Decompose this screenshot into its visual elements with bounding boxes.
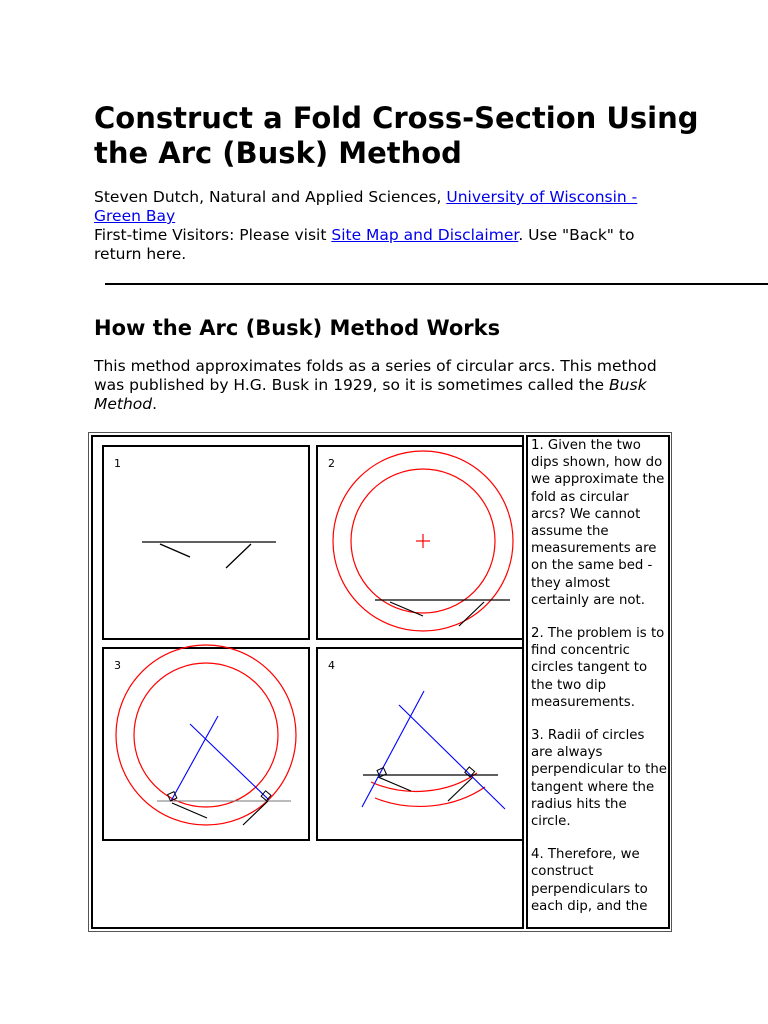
busk-method-figure bbox=[93, 437, 522, 927]
panel-1 bbox=[103, 446, 309, 639]
step-2-text: 2. The problem is to find concentric circles tangent to the two dip measurements. bbox=[531, 626, 665, 710]
university-link[interactable]: University of Wisconsin - Green Bay bbox=[94, 188, 638, 225]
intro-end: . bbox=[152, 395, 158, 413]
panel-3 bbox=[103, 645, 309, 840]
steps-cell bbox=[526, 435, 670, 929]
panel-2-label: 2 bbox=[328, 457, 335, 470]
intro-text: This method approximates folds as a series of circular arcs. This method was published by H.G. Busk in 1929, so it is sometimes called the bbox=[94, 357, 657, 394]
step-4-text: 4. Therefore, we construct perpendiculars to each dip, and the bbox=[531, 847, 648, 914]
page-title: Construct a Fold Cross-Section Using the Arc (Busk) Method bbox=[94, 101, 699, 170]
panel-4 bbox=[317, 648, 522, 840]
panel-3-label: 3 bbox=[114, 659, 121, 672]
panel-1-label: 1 bbox=[114, 457, 121, 470]
step-1-text: 1. Given the two dips shown, how do we approximate the fold as circular arcs? We cannot assume the measurements are on the same bed - they almost certainly are not. bbox=[531, 438, 665, 608]
section-heading: How the Arc (Busk) Method Works bbox=[94, 316, 501, 340]
byline bbox=[94, 188, 654, 264]
intro-emphasis: Busk Method bbox=[94, 376, 647, 413]
step-3-text: 3. Radii of circles are always perpendicular to the tangent where the radius hits the circle. bbox=[531, 728, 667, 830]
visitors-text: First-time Visitors: Please visit bbox=[94, 226, 332, 244]
back-text: . Use "Back" to return here. bbox=[94, 226, 635, 263]
panel-2 bbox=[317, 446, 522, 639]
panel-4-label: 4 bbox=[328, 659, 335, 672]
intro-paragraph bbox=[94, 357, 674, 414]
horizontal-rule bbox=[105, 283, 768, 285]
author-text: Steven Dutch, Natural and Applied Sciences, bbox=[94, 188, 447, 206]
figure-cell bbox=[91, 435, 524, 929]
sitemap-link[interactable]: Site Map and Disclaimer bbox=[331, 226, 519, 244]
